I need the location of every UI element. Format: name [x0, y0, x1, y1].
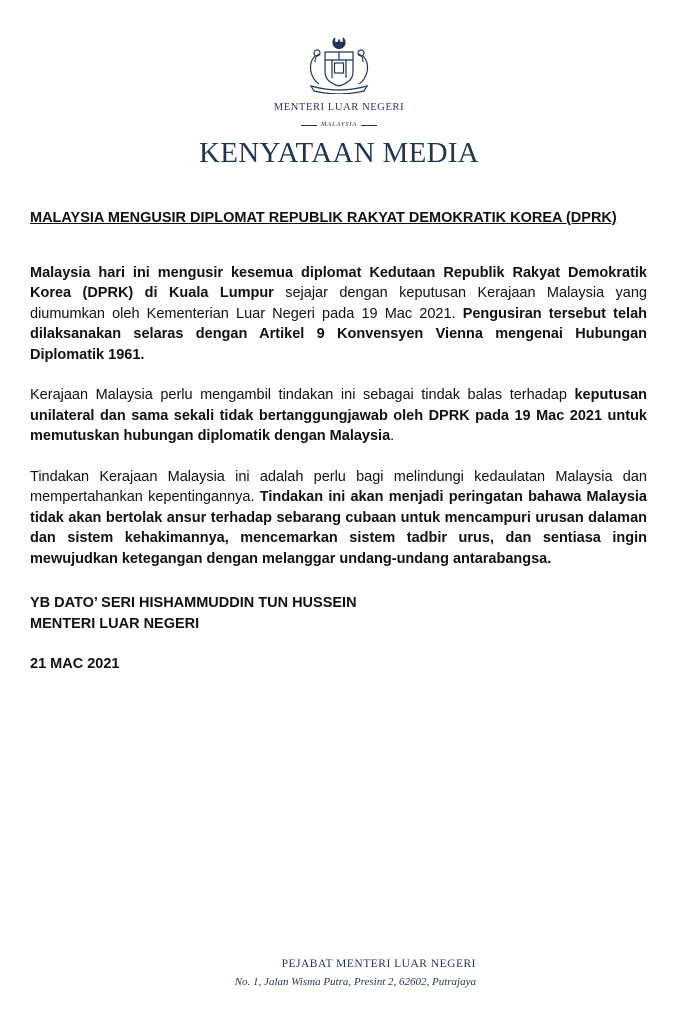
- paragraph-2: [30, 385, 647, 447]
- country-name: MALAYSIA: [301, 121, 377, 128]
- paragraph-1: [30, 263, 647, 366]
- footer-address: No. 1, Jalan Wisma Putra, Presint 2, 62602, Putrajaya: [234, 976, 476, 988]
- paragraph-3: [30, 467, 647, 570]
- paragraph-1-bold-lead: Malaysia hari ini mengusir kesemua diplomat Kedutaan Republik Rakyat Demokratik Korea (DPRK) di Kuala Lumpur: [30, 264, 647, 301]
- statement-body: [30, 208, 647, 675]
- document-title: KENYATAAN MEDIA: [198, 137, 480, 169]
- signatory-title: MENTERI LUAR NEGERI: [30, 615, 200, 632]
- statement-date: 21 MAC 2021: [30, 656, 120, 672]
- headline: MALAYSIA MENGUSIR DIPLOMAT REPUBLIK RAKYAT DEMOKRATIK KOREA (DPRK): [30, 210, 617, 226]
- letterhead: [0, 34, 678, 170]
- paragraph-1-text: sejajar dengan keputusan Kerajaan Malaysia yang diumumkan oleh Kementerian Luar Negeri pada 19 Mac 2021.: [30, 285, 647, 322]
- paragraph-3-bold: Tindakan ini akan menjadi peringatan bahawa Malaysia tidak akan bertolak ansur terhadap sebarang cubaan untuk mencampuri urusan dalaman dan sistem kehakimannya, mencemarkan sistem tadbir urus, dan sentiasa ingin mewujudkan ketegangan dengan melanggar undang-undang antarabangsa.: [30, 489, 647, 567]
- ministry-name: MENTERI LUAR NEGERI: [273, 102, 405, 113]
- paragraph-2-end: .: [390, 428, 395, 444]
- signatory-name: YB DATO’ SERI HISHAMMUDDIN TUN HUSSEIN: [30, 595, 357, 611]
- paragraph-2-bold: keputusan unilateral dan sama sekali tidak bertanggungjawab oleh DPRK pada 19 Mac 2021 untuk memutuskan hubungan diplomatik dengan Malaysia: [30, 387, 647, 444]
- signature-block: [30, 593, 647, 634]
- paragraph-2-text: Kerajaan Malaysia perlu mengambil tindakan ini sebagai tindak balas terhadap: [30, 387, 575, 403]
- paragraph-3-text: Tindakan Kerajaan Malaysia ini adalah perlu bagi melindungi kedaulatan Malaysia dan mempertahankan kepentingannya.: [30, 468, 647, 505]
- malaysia-coat-of-arms-icon: [301, 34, 377, 94]
- paragraph-1-bold-tail: Pengusiran tersebut telah dilaksanakan selaras dengan Artikel 9 Konvensyen Vienna mengenai Hubungan Diplomatik 1961.: [30, 305, 647, 363]
- footer-office: PEJABAT MENTERI LUAR NEGERI: [281, 958, 476, 970]
